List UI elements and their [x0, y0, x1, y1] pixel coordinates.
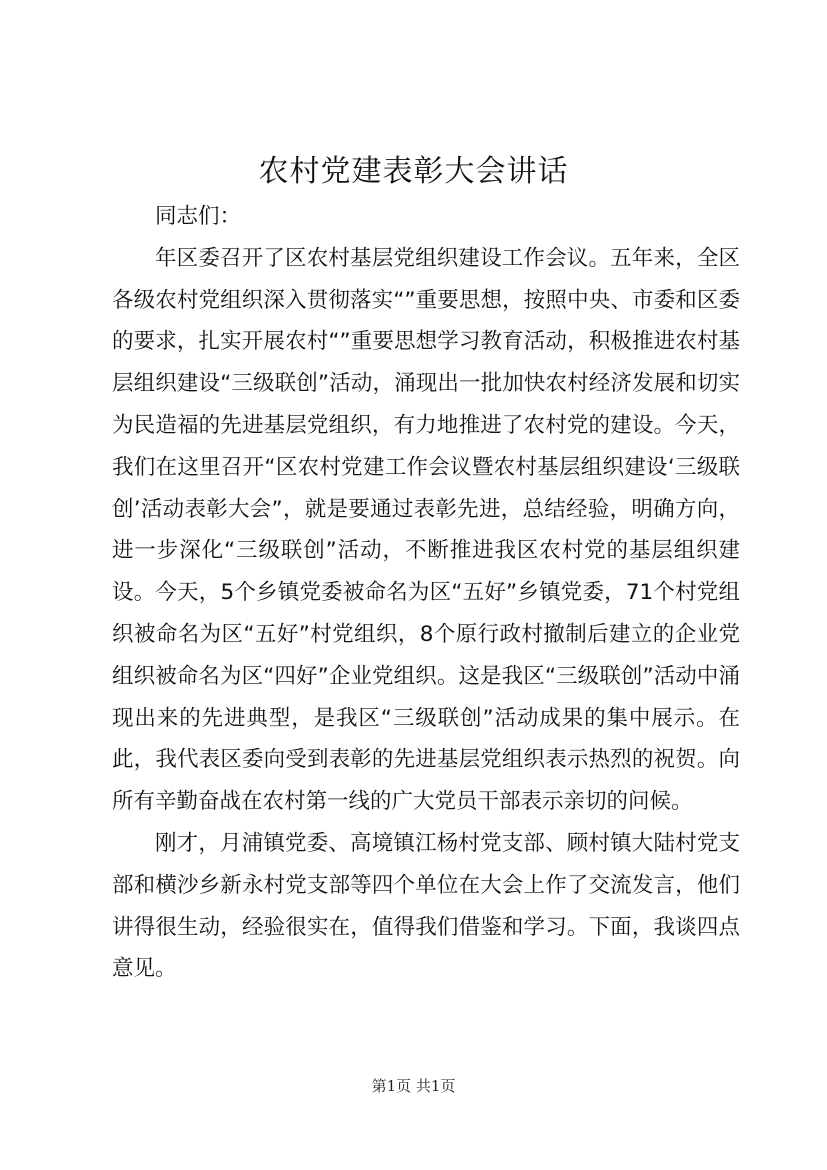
salutation-paragraph: 同志们：	[155, 204, 242, 229]
body-paragraph-2: 刚才，月浦镇党委、高境镇江杨村党支部、顾村镇大陆村党支部和横沙乡新永村党支部等四个单位在大会上作了交流发言，他们讲得很生动，经验很实在，值得我们借鉴和学习。下面，我谈四点意见。	[112, 830, 740, 982]
page-footer: 第1页 共1页	[371, 1077, 456, 1095]
document-body	[112, 196, 740, 990]
body-paragraph-1: 年区委召开了区农村基层党组织建设工作会议。五年来，全区各级农村党组织深入贯彻落实“”重要思想，按照中央、市委和区委的要求，扎实开展农村“”重要思想学习教育活动，积极推进农村基层组织建设“三级联创”活动，涌现出一批加快农村经济发展和切实为民造福的先进基层党组织，有力地推进了农村党的建设。今天，我们在这里召开“区农村党建工作会议暨农村基层组织建设‘三级联创’活动表彰大会”，就是要通过表彰先进，总结经验，明确方向，进一步深化“三级联创”活动，不断推进我区农村党的基层组织建设。今天，5个乡镇党委被命名为区“五好”乡镇党委，71个村党组织被命名为区“五好”村党组织，8个原行政村撤制后建立的企业党组织被命名为区“四好”企业党组织。这是我区“三级联创”活动中涌现出来的先进典型，是我区“三级联创”活动成果的集中展示。在此，我代表区委向受到表彰的先进基层党组织表示热烈的祝贺。向所有辛勤奋战在农村第一线的广大党员干部表示亲切的问候。	[112, 245, 740, 815]
document-title: 农村党建表彰大会讲话	[258, 154, 569, 189]
